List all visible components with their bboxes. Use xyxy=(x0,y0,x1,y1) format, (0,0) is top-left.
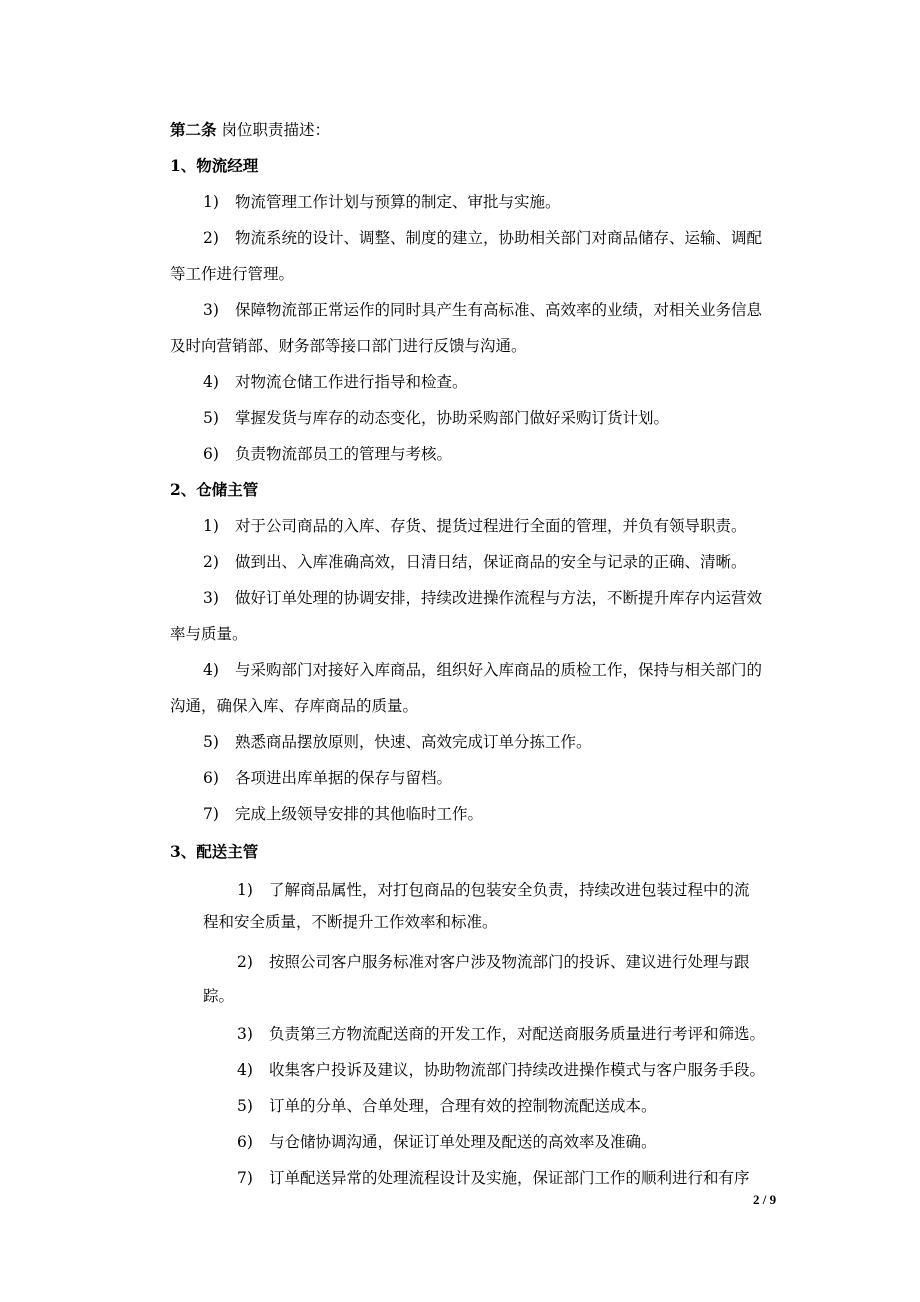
list-item xyxy=(203,300,762,320)
item-text-continued: 等工作进行管理。 xyxy=(170,265,295,283)
list-item xyxy=(237,1168,750,1188)
list-item xyxy=(203,588,762,608)
article-heading xyxy=(170,120,330,140)
item-text: 物流系统的设计、调整、制度的建立，协助相关部门对商品储存、运输、调配 xyxy=(235,229,763,247)
item-number: 6) xyxy=(203,769,219,787)
item-text: 与仓储协调沟通，保证订单处理及配送的高效率及准确。 xyxy=(269,1133,657,1151)
item-number: 4) xyxy=(203,373,219,391)
item-number: 6) xyxy=(237,1133,253,1151)
item-text: 订单配送异常的处理流程设计及实施，保证部门工作的顺利进行和有序 xyxy=(269,1169,750,1187)
item-text: 各项进出库单据的保存与留档。 xyxy=(235,769,453,787)
list-item xyxy=(203,660,762,680)
list-item xyxy=(203,408,669,428)
list-item xyxy=(237,1024,765,1044)
list-item xyxy=(203,444,452,464)
item-text: 完成上级领导安排的其他临时工作。 xyxy=(235,805,484,823)
item-text: 了解商品属性，对打包商品的包装安全负责，持续改进包装过程中的流 xyxy=(269,881,750,899)
list-item xyxy=(237,880,750,900)
item-number: 2) xyxy=(203,229,219,247)
item-number: 3) xyxy=(203,589,219,607)
item-number: 1) xyxy=(203,193,219,211)
list-item xyxy=(237,1060,765,1080)
section-heading: 1、物流经理 xyxy=(170,156,259,175)
item-text-continued: 率与质量。 xyxy=(170,625,248,643)
list-item xyxy=(203,372,468,392)
item-number: 1) xyxy=(237,881,253,899)
item-number: 5) xyxy=(203,409,219,427)
item-text: 负责第三方物流配送商的开发工作，对配送商服务质量进行考评和筛选。 xyxy=(269,1025,766,1043)
section-heading: 2、仓储主管 xyxy=(170,480,259,499)
list-item xyxy=(203,228,762,248)
item-text: 做到出、入库准确高效，日清日结，保证商品的安全与记录的正确、清晰。 xyxy=(235,553,747,571)
list-item xyxy=(203,768,452,788)
article-title: 岗位职责描述： xyxy=(221,121,330,139)
list-item xyxy=(237,1132,657,1152)
list-item xyxy=(203,516,747,536)
item-text: 对物流仓储工作进行指导和检查。 xyxy=(235,373,468,391)
page-number: 2 / 9 xyxy=(753,1192,777,1207)
item-text: 熟悉商品摆放原则，快速、高效完成订单分拣工作。 xyxy=(235,733,592,751)
item-text: 订单的分单、合单处理，合理有效的控制物流配送成本。 xyxy=(269,1097,657,1115)
item-text: 收集客户投诉及建议，协助物流部门持续改进操作模式与客户服务手段。 xyxy=(269,1061,766,1079)
list-item xyxy=(203,192,561,212)
item-number: 4) xyxy=(237,1061,253,1079)
item-text: 物流管理工作计划与预算的制定、审批与实施。 xyxy=(235,193,561,211)
section-heading: 3、配送主管 xyxy=(170,842,259,861)
item-number: 3) xyxy=(237,1025,253,1043)
item-text: 负责物流部员工的管理与考核。 xyxy=(235,445,453,463)
list-item xyxy=(203,552,747,572)
item-text: 与采购部门对接好入库商品，组织好入库商品的质检工作，保持与相关部门的 xyxy=(235,661,763,679)
item-number: 4) xyxy=(203,661,219,679)
item-text: 保障物流部正常运作的同时具产生有高标准、高效率的业绩，对相关业务信息 xyxy=(235,301,763,319)
list-item xyxy=(203,804,483,824)
item-number: 3) xyxy=(203,301,219,319)
item-text-continued: 及时向营销部、财务部等接口部门进行反馈与沟通。 xyxy=(170,337,527,355)
item-number: 6) xyxy=(203,445,219,463)
item-number: 2) xyxy=(237,953,253,971)
item-text: 做好订单处理的协调安排，持续改进操作流程与方法，不断提升库存内运营效 xyxy=(235,589,763,607)
item-number: 7) xyxy=(203,805,219,823)
list-item xyxy=(237,1096,657,1116)
list-item xyxy=(237,952,750,972)
item-text-continued: 程和安全质量，不断提升工作效率和标准。 xyxy=(203,913,498,931)
article-label: 第二条 xyxy=(170,120,217,139)
item-text-continued: 沟通，确保入库、存库商品的质量。 xyxy=(170,697,419,715)
item-text: 对于公司商品的入库、存货、提货过程进行全面的管理，并负有领导职责。 xyxy=(235,517,747,535)
item-number: 2) xyxy=(203,553,219,571)
item-number: 5) xyxy=(203,733,219,751)
item-text: 掌握发货与库存的动态变化，协助采购部门做好采购订货计划。 xyxy=(235,409,670,427)
item-number: 5) xyxy=(237,1097,253,1115)
item-number: 1) xyxy=(203,517,219,535)
item-text-continued: 踪。 xyxy=(203,987,235,1005)
item-number: 7) xyxy=(237,1169,253,1187)
item-text: 按照公司客户服务标准对客户涉及物流部门的投诉、建议进行处理与跟 xyxy=(269,953,750,971)
list-item xyxy=(203,732,592,752)
